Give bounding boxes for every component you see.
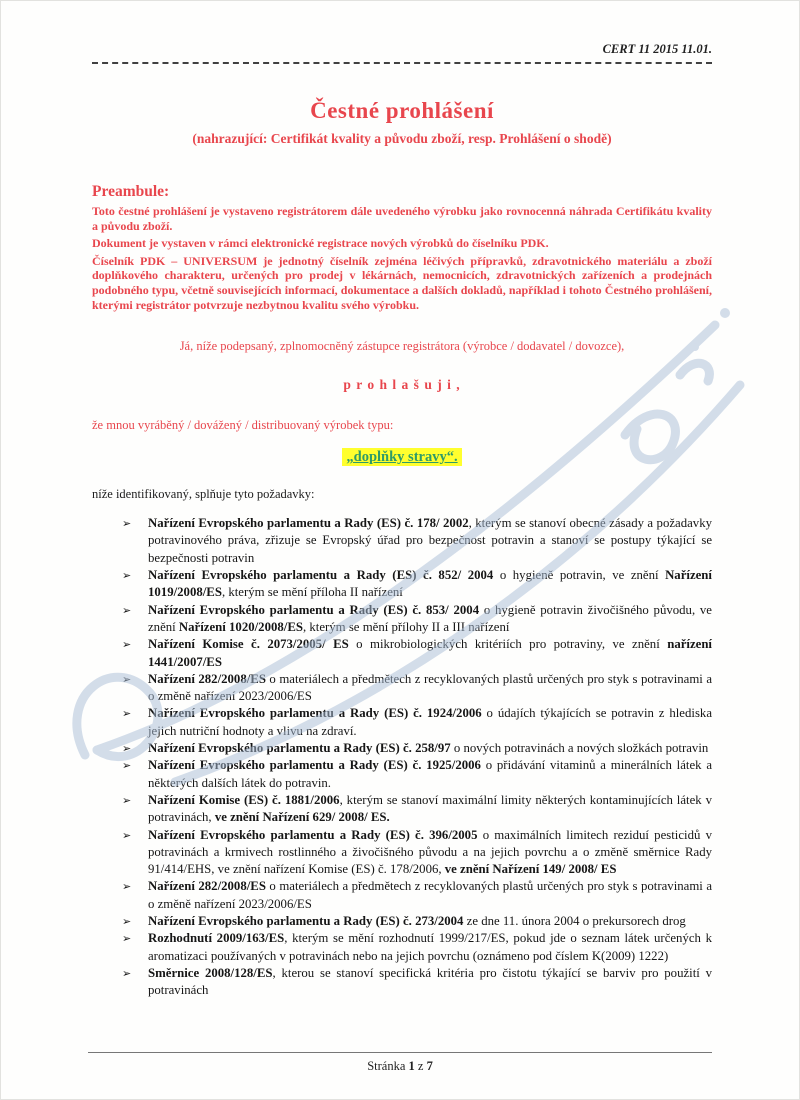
footer-page-number: 1 [408, 1059, 415, 1073]
declaration-intro: Já, níže podepsaný, zplnomocněný zástupce registrátora (výrobce / dodavatel / dovozce), [179, 339, 625, 354]
list-item: ➢ Nařízení Evropského parlamentu a Rady (ES) č. 1924/2006 o údajích týkajících se potravin z hlediska jejich nutriční hodnoty a vlivu na zdraví. [122, 706, 712, 738]
requirements-list [92, 515, 712, 999]
list-item: ➢ Nařízení 282/2008/ES o materiálech a předmětech z recyklovaných plastů určených pro styk s potravinami a o změně nařízení 2023/2006/ES [122, 879, 712, 911]
requirements-intro: níže identifikovaný, splňuje tyto požadavky: [92, 487, 315, 502]
arrow-bullet-icon: ➢ [122, 570, 132, 583]
arrow-bullet-icon: ➢ [122, 915, 132, 928]
list-item: ➢ Nařízení Evropského parlamentu a Rady (ES) č. 273/2004 ze dne 11. února 2004 o prekursorech drog [122, 913, 712, 930]
arrow-bullet-icon: ➢ [122, 604, 132, 617]
arrow-bullet-icon: ➢ [122, 518, 132, 531]
arrow-bullet-icon: ➢ [122, 673, 132, 686]
list-item: ➢ Nařízení Evropského parlamentu a Rady (ES) č. 852/ 2004 o hygieně potravin, ve znění Nařízení 1019/2008/ES, kterým se mění příloha II nařízení [122, 568, 712, 600]
preamble-heading: Preambule: [92, 183, 170, 200]
arrow-bullet-icon: ➢ [122, 794, 132, 807]
arrow-bullet-icon: ➢ [122, 829, 132, 842]
arrow-bullet-icon: ➢ [122, 933, 132, 946]
list-item: ➢ Nařízení Evropského parlamentu a Rady (ES) č. 396/2005 o maximálních limitech reziduí pesticidů v potravinách a krmivech rostlinného a živočišného původu a na jejich povrchu a o změně směrnice Rady 91/414/EHS, ve znění nařízení Komise (ES) č. 178/2006, ve znění Nařízení 149/ 2008/ ES [122, 827, 712, 877]
page-footer [88, 1052, 712, 1074]
arrow-bullet-icon: ➢ [122, 639, 132, 652]
list-item: ➢ Nařízení Evropského parlamentu a Rady (ES) č. 178/ 2002, kterým se stanoví obecné zásady a požadavky potravinového práva, zřizuje se Evropský úřad pro bezpečnost potravin a stanoví se postupy týkající se bezpečnosti potravin [122, 516, 712, 565]
footer-text: Stránka 1 z 7 [367, 1059, 433, 1073]
arrow-bullet-icon: ➢ [122, 967, 132, 980]
page-title: Čestné prohlášení [310, 98, 494, 123]
header-divider [92, 62, 712, 64]
preamble-paragraph: Dokument je vystaven v rámci elektronické registrace nových výrobků do číselníku PDK. [92, 236, 549, 251]
list-item: ➢ Směrnice 2008/128/ES, kterou se stanoví specifická kritéria pro čistotu týkající se barviv pro použití v potravinách [122, 965, 712, 998]
product-type-line: že mnou vyráběný / dovážený / distribuovaný výrobek typu: [92, 418, 394, 433]
arrow-bullet-icon: ➢ [122, 743, 132, 756]
preamble-paragraph: Toto čestné prohlášení je vystaveno registrátorem dále uvedeného výrobku jako rovnocenná náhrada Certifikátu kvality a původu zboží. [92, 204, 712, 233]
list-item: ➢ Nařízení Evropského parlamentu a Rady (ES) č. 1925/2006 o přidávání vitaminů a minerálních látek a některých dalších látek do potravin. [122, 758, 712, 790]
list-item: ➢ Nařízení Komise č. 2073/2005/ ES o mikrobiologických kritériích pro potraviny, ve znění nařízení 1441/2007/ES [122, 637, 712, 669]
preamble-section [92, 183, 712, 312]
footer-page-total: 7 [426, 1059, 433, 1073]
product-type-highlight: „doplňky stravy“. [342, 448, 461, 466]
declaration-verb: p r o h l a š u j i , [343, 377, 461, 393]
header-reference: CERT 11 2015 11.01. [602, 42, 712, 56]
list-item: ➢ Nařízení Evropského parlamentu a Rady (ES) č. 258/97 o nových potravinách a nových složkách potravin [122, 740, 712, 757]
page-subtitle: (nahrazující: Certifikát kvality a původu zboží, resp. Prohlášení o shodě) [192, 131, 612, 146]
list-item: ➢ Nařízení 282/2008/ES o materiálech a předmětech z recyklovaných plastů určených pro styk s potravinami a o změně nařízení 2023/2006/ES [122, 671, 712, 704]
arrow-bullet-icon: ➢ [122, 881, 132, 894]
product-type-wrapper [92, 448, 712, 466]
arrow-bullet-icon: ➢ [122, 708, 132, 721]
list-item: ➢ Nařízení Komise (ES) č. 1881/2006, kterým se stanoví maximální limity některých kontaminujících látek v potravinách, ve znění Nařízení 629/ 2008/ ES. [122, 792, 712, 825]
arrow-bullet-icon: ➢ [122, 760, 132, 773]
list-item: ➢ Rozhodnutí 2009/163/ES, kterým se mění rozhodnutí 1999/217/ES, pokud jde o seznam látek určených k aromatizaci používaných v potravinách nebo na jejich povrchu (oznámeno pod číslem K(2009) 1222) [122, 931, 712, 963]
list-item: ➢ Nařízení Evropského parlamentu a Rady (ES) č. 853/ 2004 o hygieně potravin živočišného původu, ve znění Nařízení 1020/2008/ES, kterým se mění přílohy II a III nařízení [122, 602, 712, 634]
preamble-paragraph: Číselník PDK – UNIVERSUM je jednotný číselník zejména léčivých přípravků, zdravotnického materiálu a zboží doplňkového charakteru, určených pro prodej v lékárnách, nemocnicích, zdravotnických zařízeních a prodejnách podobného typu, včetně souvisejících informací, dokumentace a dalších dokladů, například i tohoto Čestného prohlášení, kterými registrátor potvrzuje nezbytnou kvalitu svého výrobku. [92, 253, 712, 312]
